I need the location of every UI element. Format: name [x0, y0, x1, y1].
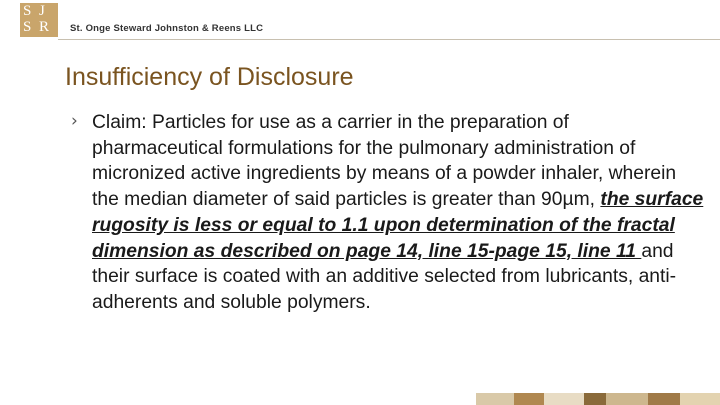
logo-letter: J [39, 3, 45, 19]
logo-letter: S [23, 19, 32, 35]
logo-letter: S [23, 3, 32, 19]
footer-decoration-bar [476, 393, 720, 405]
footer-bar-segment [476, 393, 514, 405]
claim-intro: Claim: Particles for use as a carrier in the preparation of pharmaceutical formulations for the pulmonary administration of micronized active ingredients by means of a powder inhaler, wherein the median diameter of said particles is greater than 90µm, [92, 112, 677, 211]
header-divider [58, 39, 720, 40]
claim-outro: and their surface is coated with an additive selected from lubricants, anti-adherents and soluble polymers. [92, 240, 677, 313]
firm-logo [20, 3, 58, 37]
footer-bar-segment [584, 393, 606, 405]
bullet-icon: › [71, 111, 78, 131]
footer-bar-segment [606, 393, 648, 405]
footer-bar-segment [680, 393, 720, 405]
footer-bar-segment [648, 393, 680, 405]
footer-bar-segment [544, 393, 584, 405]
logo-letter: R [39, 19, 50, 35]
claim-emphasis: the surface rugosity is less or equal to 1.1 upon determination of the fractal dimension as described on page 14, line 15-page 15, line 11 [92, 189, 704, 262]
slide-title: Insufficiency of Disclosure [65, 63, 354, 91]
firm-name: St. Onge Steward Johnston & Reens LLC [70, 23, 264, 34]
claim-text [92, 110, 704, 316]
footer-bar-segment [514, 393, 544, 405]
